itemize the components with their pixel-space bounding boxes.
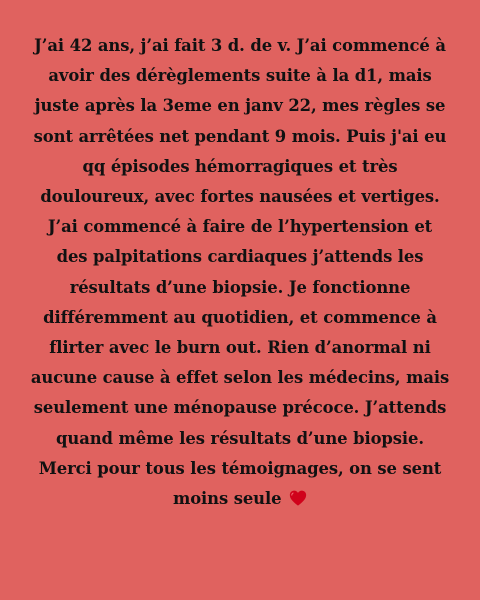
testimony-line: juste après la 3eme en janv 22, mes règles se [34, 96, 446, 116]
testimony-text [22, 31, 458, 514]
testimony-line: différemment au quotidien, et commence à [43, 307, 437, 327]
testimony-line: avoir des dérèglements suite à la d1, mais [48, 66, 432, 86]
testimony-line: J’ai 42 ans, j’ai fait 3 d. de v. J’ai commencé à [34, 36, 446, 55]
testimony-line: quand même les résultats d’une biopsie. [56, 428, 424, 448]
testimony-line: qq épisodes hémorragiques et très [82, 156, 398, 176]
testimony-line: Merci pour tous les témoignages, on se sent [38, 458, 442, 478]
testimony-line: des palpitations cardiaques j’attends les [56, 247, 424, 267]
testimony-line: flirter avec le burn out. Rien d’anormal ni [49, 338, 431, 358]
testimony-line: aucune cause à effet selon les médecins, mais [30, 368, 450, 388]
testimony-line: moins seule [172, 489, 282, 509]
testimony-line: J’ai commencé à faire de l’hypertension et [47, 217, 433, 237]
testimony-line: seulement une ménopause précoce. J’attends [33, 398, 447, 418]
testimony-last-line [22, 484, 458, 514]
red-heart-icon [289, 490, 307, 506]
testimony-line: résultats d’une biopsie. Je fonctionne [69, 277, 411, 297]
testimony-line: douloureux, avec fortes nausées et vertiges. [40, 187, 440, 207]
testimony-line: sont arrêtées net pendant 9 mois. Puis j'ai eu [33, 126, 447, 146]
